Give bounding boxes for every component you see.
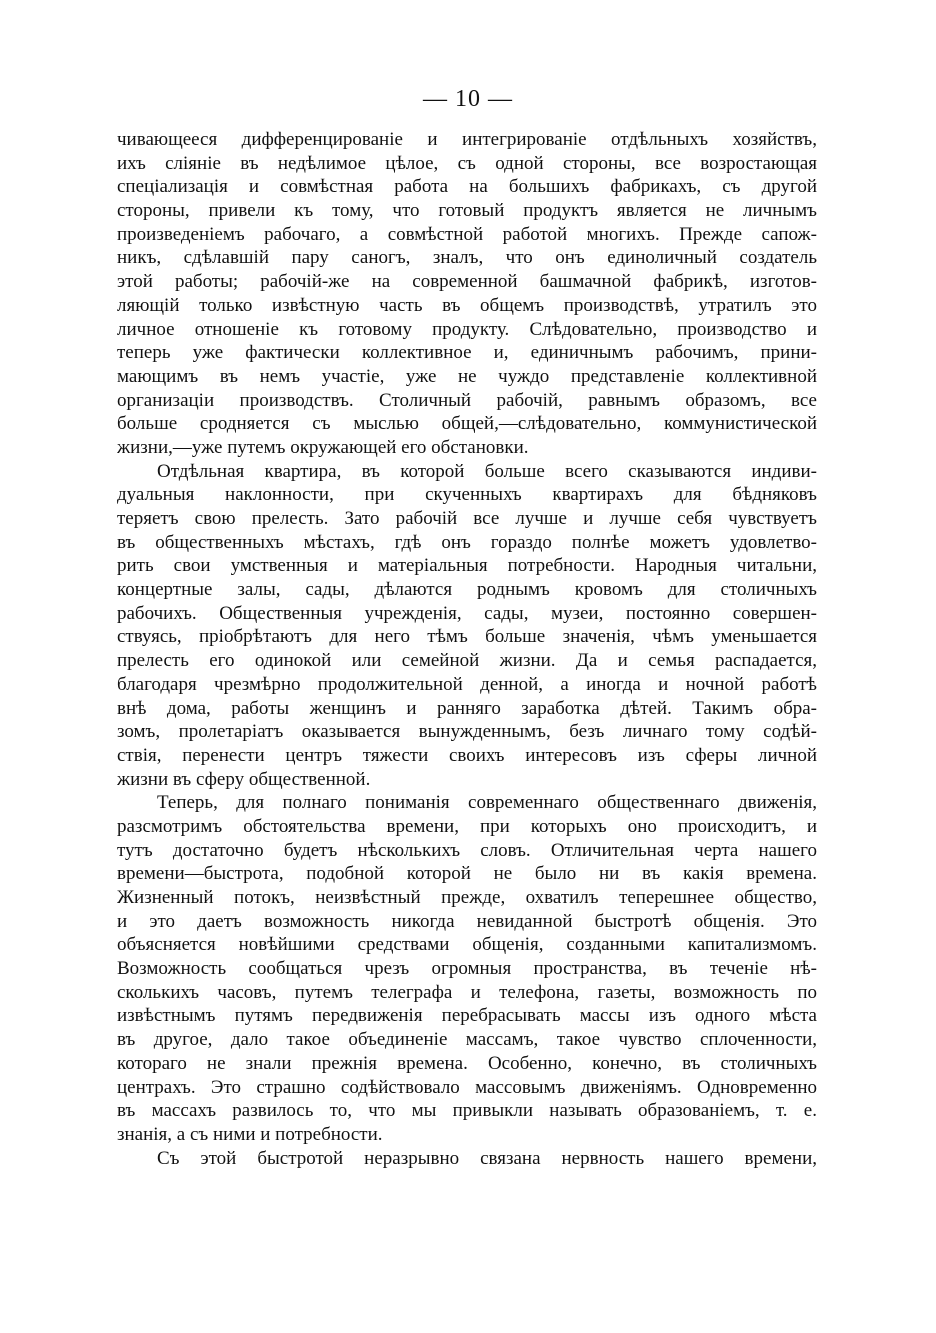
text-line: чивающееся дифференцированіе и интегрированіе отдѣльныхъ хозяйствъ, (117, 129, 817, 150)
text-line: и это даетъ возможность никогда невиданной быстротѣ общенія. Это (117, 910, 817, 932)
text-line: центрахъ. Это страшно содѣйствовало массовымъ движеніямъ. Одновременно (117, 1076, 817, 1098)
text-line: произведеніемъ рабочаго, а совмѣстной работой многихъ. Прежде сапож- (117, 223, 817, 245)
text-line: въ массахъ развилось то, что мы привыкли называть образованіемъ, т. е. (117, 1100, 817, 1122)
text-line: въ другое, дало такое объединеніе массамъ, такое чувство сплоченности, (117, 1029, 817, 1051)
text-line: ствія, перенести центръ тяжести своихъ интересовъ изъ сферы личной (117, 744, 817, 766)
text-line: въ общественныхъ мѣстахъ, гдѣ онъ гораздо полнѣе можетъ удовлетво- (117, 531, 817, 553)
paragraph (117, 460, 817, 792)
text-line: извѣстнымъ путямъ передвиженія перебрасывать массы изъ одного мѣста (117, 1005, 817, 1027)
text-line: Теперь, для полнаго пониманія современнаго общественнаго движенія, (157, 792, 817, 814)
text-line: мающимъ въ немъ участіе, уже не чуждо представленіе коллективной (117, 365, 817, 387)
text-line: больше сродняется съ мыслью общей,—слѣдовательно, коммунистической (117, 413, 817, 435)
text-line: Съ этой быстротой неразрывно связана нервность нашего времени, (157, 1147, 817, 1169)
text-line: концертные залы, сады, дѣлаются роднымъ кровомъ для столичныхъ (117, 579, 817, 601)
text-line: ихъ сліяніе въ недѣлимое цѣлое, съ одной стороны, все возростающая (117, 152, 817, 174)
text-line: внѣ дома, работы женщинъ и ранняго заработка дѣтей. Такимъ обра- (117, 697, 817, 719)
text-line: тутъ достаточно будетъ нѣсколькихъ словъ. Отличительная черта нашего (117, 839, 817, 861)
text-line: прелесть его одинокой или семейной жизни. Да и семья распадается, (117, 650, 817, 672)
text-line: жизни,—уже путемъ окружающей его обстановки. (117, 436, 529, 458)
paragraph (117, 128, 817, 460)
text-line: Жизненный потокъ, неизвѣстный прежде, охватилъ теперешнее общество, (117, 887, 817, 908)
page-number: — 10 — (423, 86, 513, 112)
text-line: сколькихъ часовъ, путемъ телеграфа и телефона, газеты, возможность по (117, 981, 817, 1003)
text-line: никъ, сдѣлавшій пару саногъ, зналъ, что онъ единоличный создатель (117, 247, 817, 269)
text-line: жизни въ сферу общественной. (117, 768, 371, 790)
text-line: дуальныя наклонности, при скученныхъ квартирахъ для бѣдняковъ (117, 484, 817, 506)
text-line: благодаря чрезмѣрно продолжительной денной, а иногда и ночной работѣ (117, 673, 817, 695)
text-line: спеціализація и совмѣстная работа на большихъ фабрикахъ, съ другой (117, 176, 817, 198)
text-line: разсмотримъ обстоятельства времени, при которыхъ оно происходитъ, и (117, 815, 817, 837)
text-line: стороны, привели къ тому, что готовый продуктъ является не личнымъ (117, 200, 817, 222)
text-line: теперь уже фактически коллективное и, единичнымъ рабочимъ, прини- (117, 342, 817, 364)
text-line: Отдѣльная квартира, въ которой больше всего сказываются индиви- (157, 460, 817, 482)
text-line: зомъ, пролетаріатъ оказывается вынужденнымъ, безъ личнаго тому содѣй- (117, 721, 817, 743)
text-line: личное отношеніе къ готовому продукту. Слѣдовательно, производство и (117, 318, 817, 340)
text-line: этой работы; рабочій-же на современной башмачной фабрикѣ, изготов- (117, 271, 817, 293)
text-line: рить свои умственныя и матеріальныя потребности. Народныя читальни, (117, 555, 817, 577)
text-line: знанія, а съ ними и потребности. (117, 1123, 383, 1145)
text-line: ляющій только извѣстную часть въ общемъ производствѣ, утратилъ это (117, 294, 817, 316)
paragraph (117, 1147, 817, 1171)
text-line: Возможность сообщаться чрезъ огромныя пространства, въ теченіе нѣ- (117, 958, 817, 980)
text-line: организаціи производствъ. Столичный рабочій, равнымъ образомъ, все (117, 389, 817, 411)
paragraph (117, 791, 817, 1146)
body-text (117, 128, 817, 1170)
text-line: теряетъ свою прелесть. Зато рабочій все лучше и лучше себя чувствуетъ (117, 508, 817, 529)
text-line: объясняется новѣйшими средствами общенія, созданными капитализмомъ. (117, 934, 817, 956)
text-line: котораго не знали прежнія времена. Особенно, конечно, въ столичныхъ (117, 1052, 817, 1074)
text-line: рабочихъ. Общественныя учрежденія, сады, музеи, постоянно совершен- (117, 602, 817, 624)
text-line: ствуясь, пріобрѣтаютъ для него тѣмъ больше значенія, чѣмъ уменьшается (117, 626, 817, 648)
text-line: времени—быстрота, подобной которой не было ни въ какія времена. (117, 863, 817, 885)
